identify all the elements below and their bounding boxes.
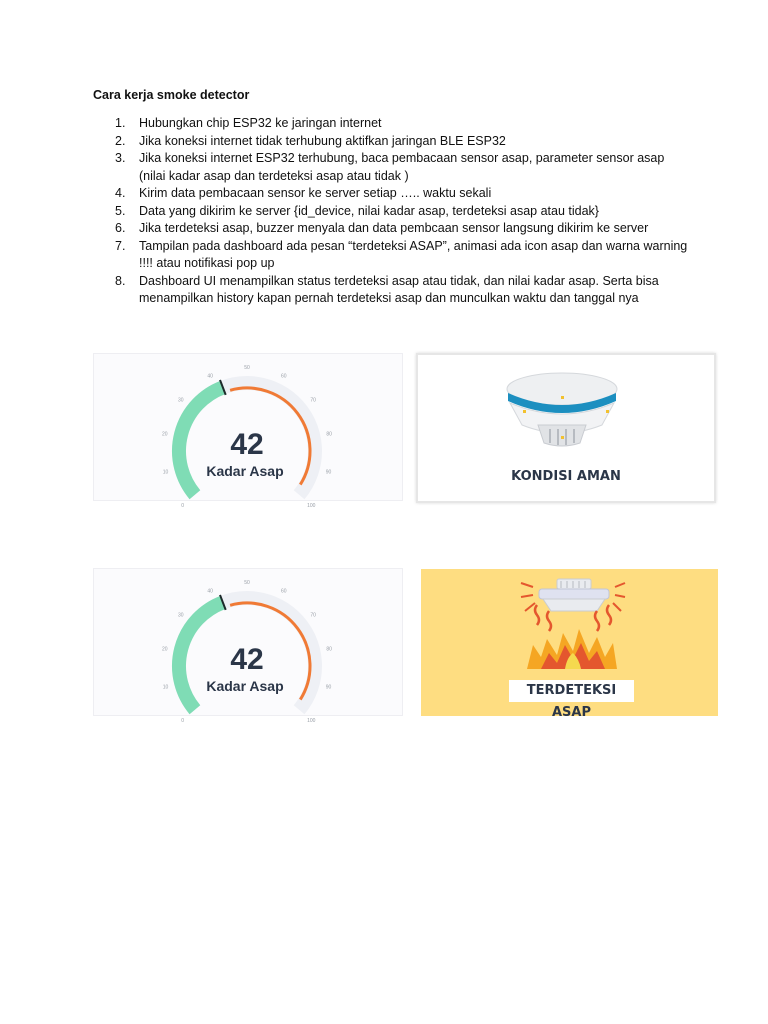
gauge-tick-label: 100 bbox=[307, 718, 316, 724]
list-item bbox=[93, 220, 693, 238]
list-item bbox=[93, 238, 693, 273]
gauge-tick-label: 40 bbox=[207, 588, 213, 595]
gauge-tick-label: 50 bbox=[244, 580, 250, 586]
list-number: 3. bbox=[115, 151, 126, 165]
gauge-label: Kadar Asap bbox=[206, 463, 284, 479]
list-text: Dashboard UI menampilkan status terdeteksi asap atau tidak, dan nilai kadar asap. Serta bisa menampilkan history kapan pernah terdeteksi asap dan munculkan waktu dan tanggal nya bbox=[139, 273, 659, 305]
list-text: Data yang dikirim ke server {id_device, nilai kadar asap, terdeteksi asap atau tidak} bbox=[139, 203, 599, 218]
list-text: Jika koneksi internet tidak terhubung aktifkan jaringan BLE ESP32 bbox=[139, 133, 506, 148]
status-panel-alert bbox=[421, 569, 718, 720]
list-item bbox=[93, 115, 693, 133]
gauge-tick-label: 10 bbox=[162, 684, 169, 691]
list-text: Tampilan pada dashboard ada pesan “terdeteksi ASAP”, animasi ada icon asap dan warna warning !!!! atau notifikasi pop up bbox=[139, 238, 688, 270]
gauge-tick-label: 10 bbox=[162, 469, 169, 476]
gauge-panel-top bbox=[93, 353, 403, 509]
smoke-detector-fire-icon bbox=[517, 573, 627, 683]
list-number: 2. bbox=[115, 133, 126, 148]
gauge-tick-label: 40 bbox=[207, 373, 213, 380]
list-item bbox=[93, 133, 693, 151]
list-number: 1. bbox=[115, 116, 126, 130]
list-number: 8. bbox=[115, 273, 126, 288]
list-number: 6. bbox=[115, 221, 126, 235]
gauge-panel-bottom bbox=[93, 568, 403, 724]
list-text: Hubungkan chip ESP32 ke jaringan internet bbox=[139, 116, 382, 130]
list-number: 5. bbox=[115, 203, 126, 218]
gauge-label: Kadar Asap bbox=[206, 678, 284, 694]
document-title: Cara kerja smoke detector bbox=[93, 88, 250, 102]
gauge-tick-label: 0 bbox=[181, 503, 185, 509]
gauge-value: 42 bbox=[230, 428, 264, 461]
gauge-tick-label: 0 bbox=[181, 718, 185, 724]
gauge-tick-label: 60 bbox=[281, 588, 287, 595]
list-text: Kirim data pembacaan sensor ke server setiap ….. waktu sekali bbox=[139, 186, 492, 200]
steps-list bbox=[93, 115, 693, 308]
gauge-tick-label: 90 bbox=[325, 684, 332, 691]
gauge-tick-label: 70 bbox=[310, 397, 316, 404]
list-item bbox=[93, 273, 693, 308]
smoke-gauge bbox=[94, 569, 402, 724]
status-safe-text: KONDISI AMAN bbox=[511, 469, 621, 484]
gauge-tick-label: 60 bbox=[281, 373, 287, 380]
smoke-gauge bbox=[94, 354, 402, 509]
gauge-tick-label: 30 bbox=[178, 612, 184, 619]
gauge-tick-label: 30 bbox=[178, 397, 184, 404]
gauge-tick-label: 50 bbox=[244, 365, 250, 371]
smoke-detector-icon bbox=[506, 369, 626, 459]
gauge-tick-label: 20 bbox=[162, 431, 168, 438]
gauge-tick-label: 100 bbox=[307, 503, 316, 509]
list-number: 7. bbox=[115, 238, 126, 253]
gauge-value: 42 bbox=[230, 643, 264, 676]
gauge-tick-label: 20 bbox=[162, 646, 168, 653]
gauge-tick-label: 90 bbox=[325, 469, 332, 476]
list-item bbox=[93, 150, 693, 185]
list-text: Jika koneksi internet ESP32 terhubung, baca pembacaan sensor asap, parameter sensor asap (nilai kadar asap dan terdeteksi asap atau tidak ) bbox=[139, 151, 665, 183]
gauge-tick-label: 80 bbox=[326, 646, 332, 653]
status-alert-text: TERDETEKSI ASAP bbox=[509, 680, 634, 702]
gauge-tick-label: 70 bbox=[310, 612, 316, 619]
list-number: 4. bbox=[115, 186, 126, 200]
gauge-tick-label: 80 bbox=[326, 431, 332, 438]
list-item bbox=[93, 203, 693, 221]
status-panel-safe bbox=[416, 353, 716, 503]
list-item bbox=[93, 185, 693, 203]
list-text: Jika terdeteksi asap, buzzer menyala dan data pembcaan sensor langsung dikirim ke server bbox=[139, 221, 649, 235]
